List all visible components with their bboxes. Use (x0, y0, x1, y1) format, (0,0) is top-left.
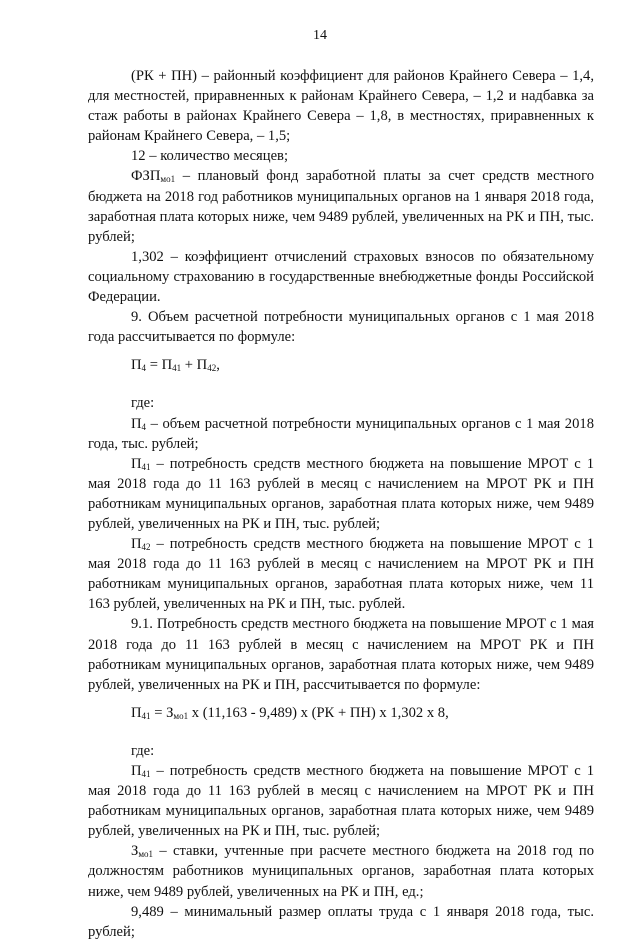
paragraph-p4-definition: $П_4$ – объем расчетной потребности муниципальных органов с 1 мая 2018 года, тыс. рублей; (88, 415, 594, 452)
paragraph-coefficient: 1,302 – коэффициент отчислений страховых взносов по обязательному социальному страхованию в государственные внебюджетные фонды Российской Федерации. (88, 248, 594, 306)
paragraph-section-9-1: 9.1. Потребность средств местного бюджета на повышение МРОТ с 1 мая 2018 года до 11 163 рублей в месяц с начислением на МРОТ РК и ПН работникам муниципальных органов, заработная плата которых ниже, чем 9489 рублей, увеличенных на РК и ПН, рассчитывается по формуле: (88, 616, 594, 693)
paragraph-mrot: 9,489 – минимальный размер оплаты труда с 1 января 2018 года, тыс. рублей; (88, 903, 594, 940)
page-number: 14 (313, 28, 327, 43)
where-label: где: (131, 395, 155, 412)
paragraph-p42-definition: $П_{42}$ – потребность средств местного бюджета на повышение МРОТ с 1 мая 2018 года до 11 163 рублей в месяц с начислением на МРОТ РК и ПН работникам муниципальных органов, заработная плата которых ниже, чем 11 163 рублей, увеличенных на РК и ПН, тыс. рублей. (88, 536, 594, 613)
paragraph-p41-definition-2: $П_{41}$ – потребность средств местного бюджета на повышение МРОТ с 1 мая 2018 года до 11 163 рублей в месяц с начислением на МРОТ РК и ПН работникам муниципальных органов, заработная плата которых ниже, чем 9489 рублей, увеличенных на РК и ПН, тыс. рублей; (88, 763, 594, 840)
formula-p4: $П_4 = П_{41} + П_{42}$, (131, 357, 220, 374)
formula-p41: $П_{41} = З_{мо1}$ x (11,163 - 9,489) x (РК + ПН) x 1,302 x 8, (131, 704, 449, 721)
paragraph-rk-pn: (РК + ПН) – районный коэффициент для районов Крайнего Севера – 1,4, для местностей, приравненных к районам Крайнего Севера, – 1,2 и надбавка за стаж работы в районах Крайнего Севера – 1,8, в местностях, приравненных к районам Крайнего Севера, – 1,5; (88, 68, 594, 145)
where-label: где: (131, 742, 155, 759)
paragraph-zmo1-definition: $З_{мо1}$ – ставки, учтенные при расчете местного бюджета на 2018 год по должностям работников муниципальных органов, заработная плата которых ниже, чем 9489 рублей, увеличенных на РК и ПН, ед.; (88, 843, 594, 900)
paragraph-p41-definition: $П_{41}$ – потребность средств местного бюджета на повышение МРОТ с 1 мая 2018 года до 11 163 рублей в месяц с начислением на МРОТ РК и ПН работникам муниципальных органов, заработная плата которых ниже, чем 9489 рублей, увеличенных на РК и ПН, тыс. рублей; (88, 455, 594, 532)
paragraph-months: 12 – количество месяцев; (131, 148, 289, 165)
document-body (88, 66, 594, 942)
paragraph-section-9: 9. Объем расчетной потребности муниципальных органов с 1 мая 2018 года рассчитывается по формуле: (88, 309, 594, 346)
paragraph-fzp: $ФЗП_{мо1}$ – плановый фонд заработной платы за счет средств местного бюджета на 2018 год работников муниципальных органов на 1 января 2018 года, заработная плата которых ниже, чем 9489 рублей, увеличенных на РК и ПН, тыс. рублей; (88, 168, 594, 245)
